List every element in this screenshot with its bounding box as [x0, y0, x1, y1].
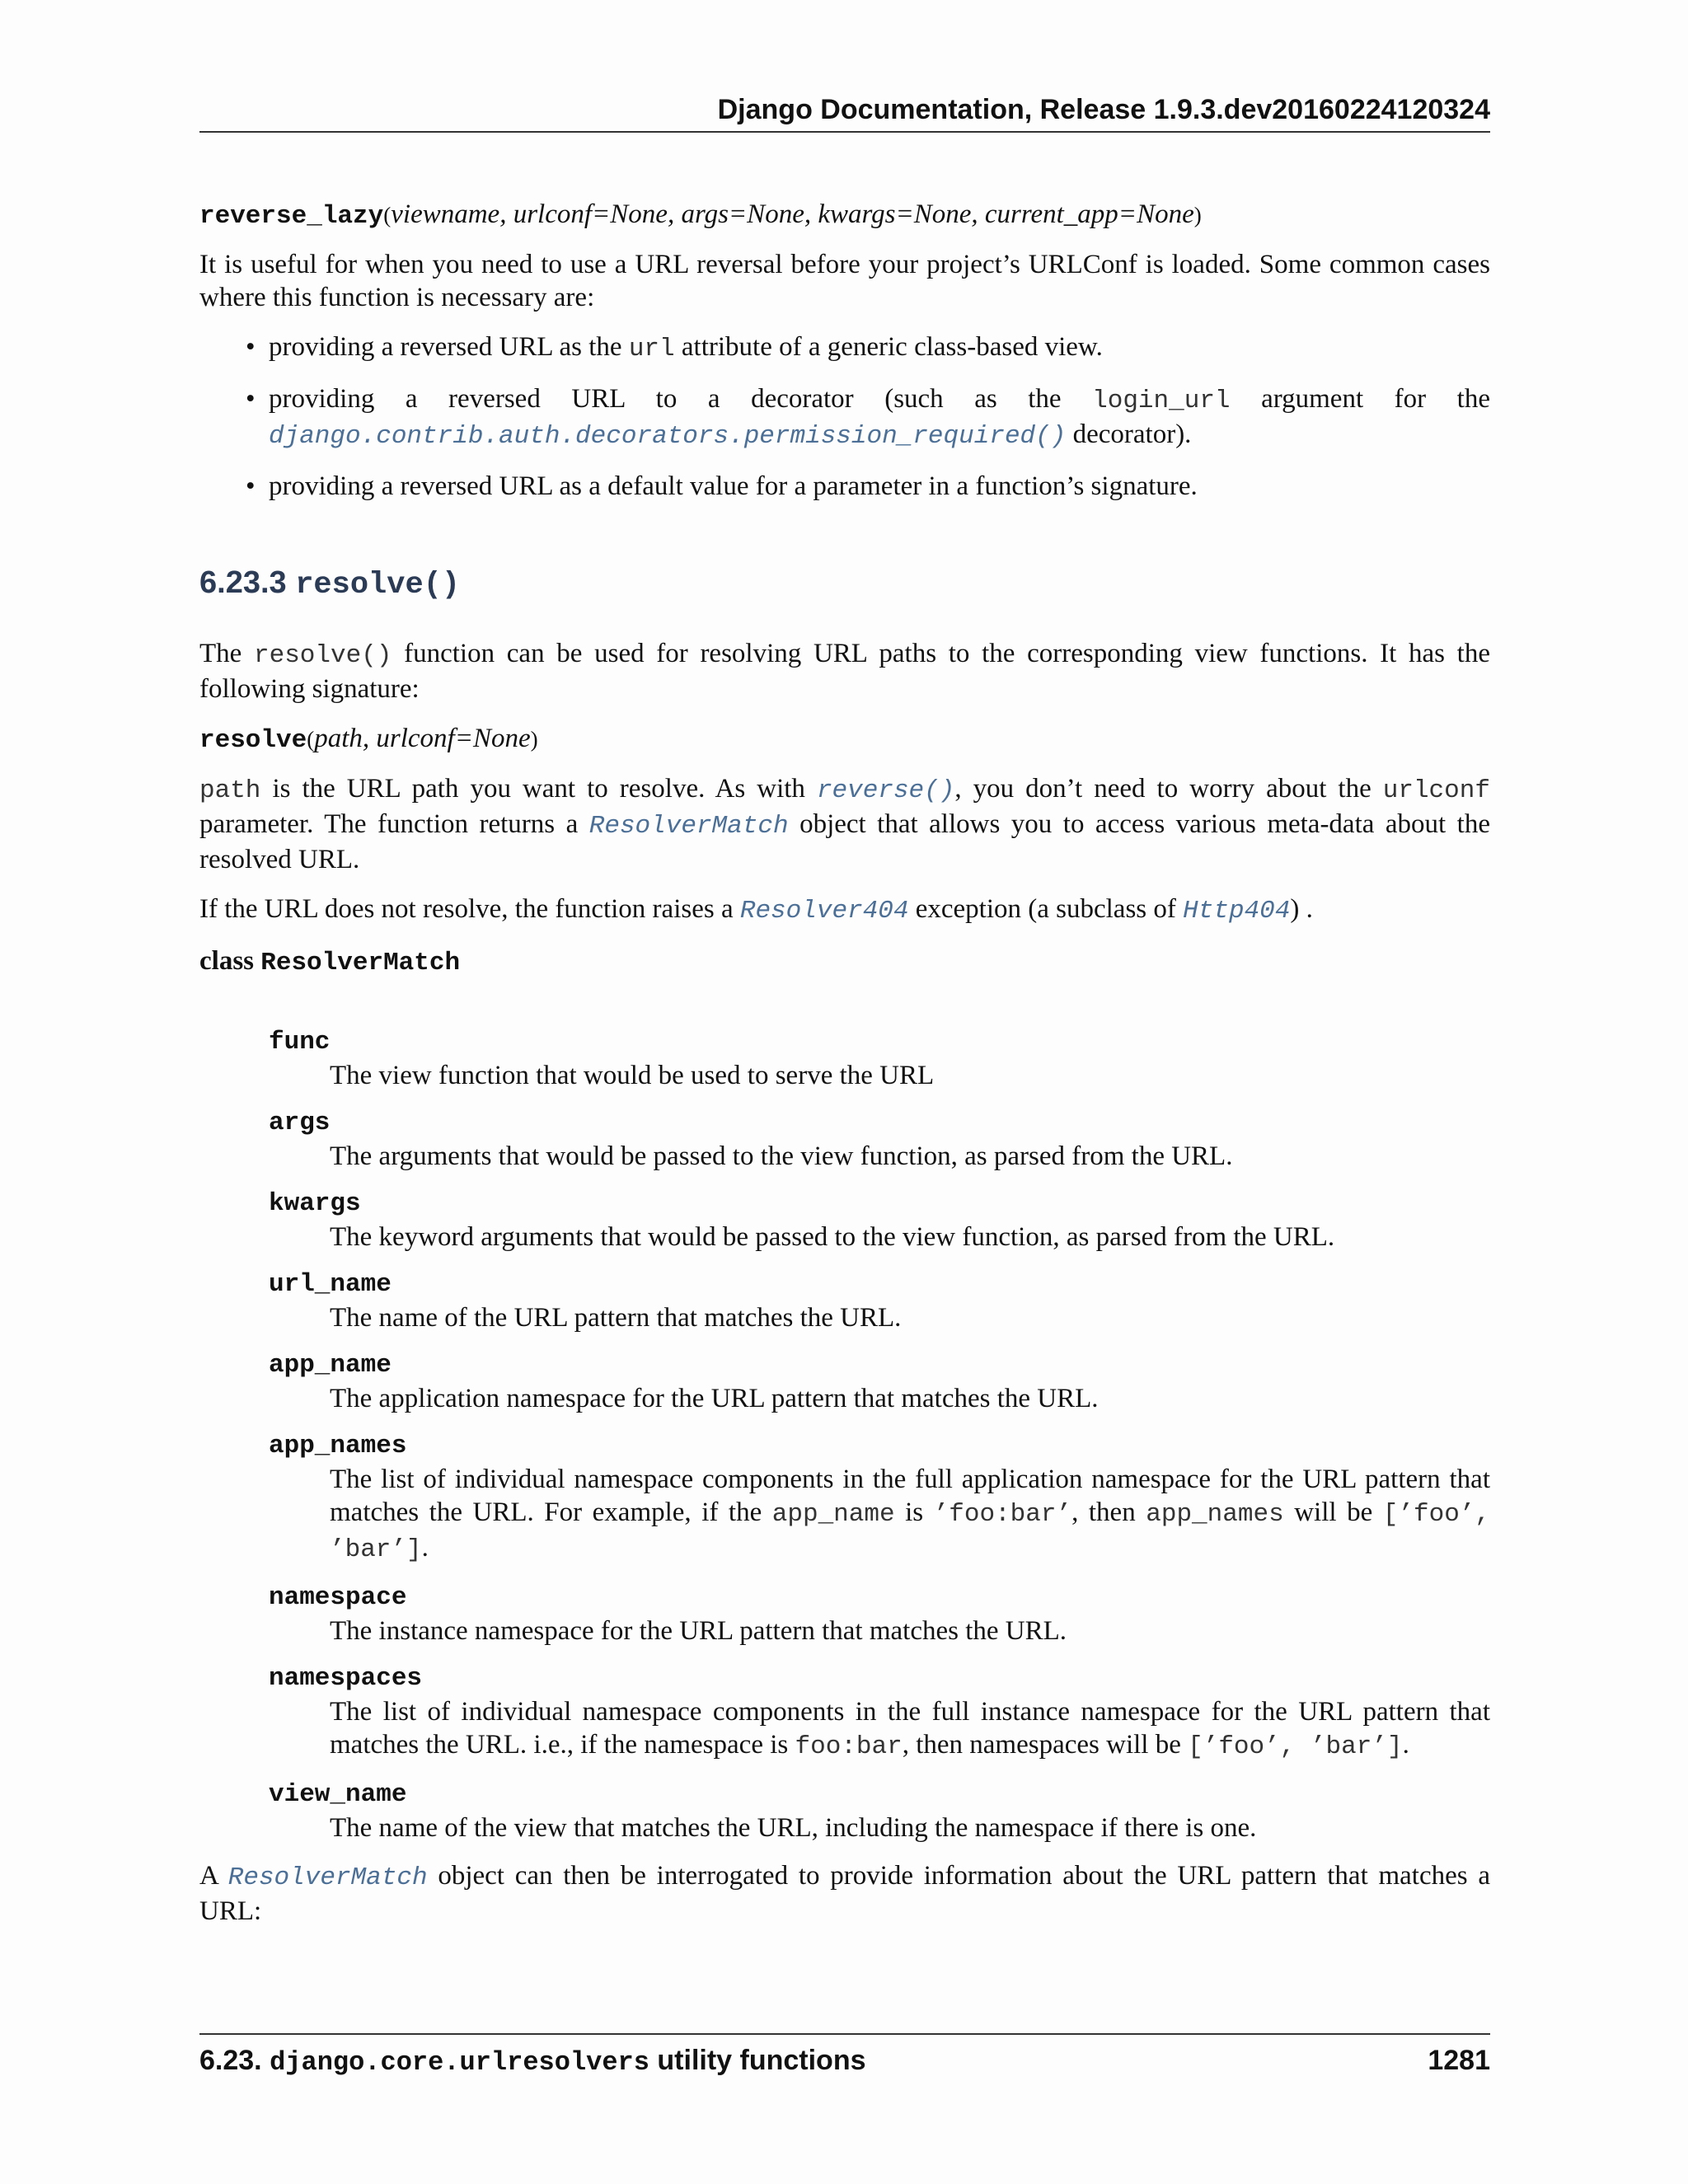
- attribute-list: [269, 1026, 1490, 1844]
- inline-code: path: [199, 776, 261, 805]
- attribute-name: view_name: [269, 1780, 407, 1809]
- section-title: resolve(): [295, 568, 461, 602]
- attribute-name: args: [269, 1108, 331, 1137]
- http404-link[interactable]: Http404: [1183, 897, 1291, 926]
- use-case-list: [199, 330, 1490, 503]
- inline-code: urlconf: [1382, 776, 1490, 805]
- attribute-description: The name of the URL pattern that matches the URL.: [330, 1303, 902, 1333]
- attribute-name: namespaces: [269, 1664, 423, 1693]
- list-item: • providing a reversed URL to a decorator (such as the login_url argument for the django.contrib.auth.decorators.permission_required() decorator).: [199, 382, 1490, 453]
- attribute-app-names: [269, 1430, 1490, 1567]
- reverse-lazy-intro: It is useful for when you need to use a URL reversal before your project’s URLConf is loaded. Some common cases where this function is necessary are:: [199, 250, 1490, 312]
- class-keyword: class: [199, 946, 254, 976]
- inline-code: foo:bar: [795, 1732, 903, 1761]
- attribute-description: The name of the view that matches the URL, including the namespace if there is one.: [330, 1813, 1257, 1843]
- inline-code: app_name: [771, 1500, 895, 1529]
- attribute-namespaces: [269, 1662, 1490, 1764]
- attribute-description: The instance namespace for the URL pattern that matches the URL.: [330, 1616, 1067, 1646]
- section-heading: [199, 564, 1490, 604]
- attribute-view-name: [269, 1779, 1490, 1844]
- running-header: [199, 92, 1490, 133]
- attribute-func: [269, 1026, 1490, 1092]
- footer-module: django.core.urlresolvers: [270, 2047, 649, 2078]
- resolver404-link[interactable]: Resolver404: [739, 897, 909, 926]
- resolve-signature: resolve(path, urlconf=None): [199, 724, 538, 755]
- attribute-name: namespace: [269, 1583, 407, 1612]
- inline-code: [’foo’, ’bar’]: [1188, 1732, 1403, 1761]
- class-name: ResolverMatch: [260, 949, 461, 977]
- list-item: • providing a reversed URL as a default value for a parameter in a function’s signature.: [199, 470, 1490, 503]
- function-params: viewname, urlconf=None, args=None, kwargs=None, current_app=None: [391, 199, 1194, 229]
- attribute-description: The arguments that would be passed to the view function, as parsed from the URL.: [330, 1141, 1233, 1171]
- attribute-url-name: [269, 1268, 1490, 1334]
- attribute-name: func: [269, 1028, 331, 1057]
- inline-code: resolve(): [254, 641, 392, 670]
- class-signature: [199, 944, 1490, 980]
- inline-code: [’foo’, ’bar’]: [330, 1500, 1491, 1564]
- attribute-name: kwargs: [269, 1189, 361, 1218]
- resolve-description: path is the URL path you want to resolve. As with reverse(), you don’t need to worry about the urlconf parameter. The function returns a ResolverMatch object that allows you to access various meta-data about the resolved URL.: [199, 774, 1490, 874]
- attribute-args: [269, 1107, 1490, 1173]
- attribute-name: app_name: [269, 1351, 392, 1380]
- resolvermatch-link[interactable]: ResolverMatch: [588, 812, 789, 841]
- permission-required-link[interactable]: django.contrib.auth.decorators.permission_required(): [269, 422, 1067, 451]
- list-item: • providing a reversed URL as the url attribute of a generic class-based view.: [199, 330, 1490, 366]
- header-title: Django Documentation, Release 1.9.3.dev20160224120324: [717, 94, 1490, 125]
- page-number: 1281: [1428, 2045, 1490, 2076]
- attribute-name: url_name: [269, 1270, 392, 1299]
- resolvermatch-link[interactable]: ResolverMatch: [227, 1863, 428, 1892]
- attribute-description: The list of individual namespace components in the full instance namespace for the URL pattern that matches the URL. i.e., if the namespace is foo:bar, then namespaces will be [’foo’, ’bar’].: [330, 1697, 1490, 1761]
- attribute-kwargs: [269, 1188, 1490, 1254]
- resolve-error-note: If the URL does not resolve, the function raises a Resolver404 exception (a subclass of Http404) .: [199, 894, 1313, 926]
- function-params: path, urlconf=None: [314, 724, 531, 753]
- attribute-description: The keyword arguments that would be passed to the view function, as parsed from the URL.: [330, 1222, 1335, 1252]
- reverse-lazy-signature: reverse_lazy(viewname, urlconf=None, args=None, kwargs=None, current_app=None): [199, 199, 1202, 231]
- resolve-intro: The resolve() function can be used for resolving URL paths to the corresponding view functions. It has the following signature:: [199, 639, 1490, 704]
- attribute-app-name: [269, 1349, 1490, 1415]
- attribute-namespace: [269, 1582, 1490, 1647]
- inline-code: ’foo:bar’: [933, 1500, 1072, 1529]
- function-name: reverse_lazy: [199, 202, 384, 231]
- closing-paragraph: A ResolverMatch object can then be interrogated to provide information about the URL pattern that matches a URL:: [199, 1861, 1490, 1926]
- inline-code: app_names: [1146, 1500, 1284, 1529]
- attribute-description: The list of individual namespace components in the full application namespace for the URL pattern that matches the URL. For example, if the app_name is ’foo:bar’, then app_names will be [’foo’, ’bar’].: [330, 1465, 1491, 1564]
- footer-section: 6.23. django.core.urlresolvers utility functions: [199, 2045, 866, 2078]
- attribute-description: The view function that would be used to serve the URL: [330, 1061, 935, 1090]
- section-number: 6.23.3: [199, 565, 287, 600]
- inline-code: url: [628, 335, 675, 363]
- attribute-name: app_names: [269, 1432, 407, 1460]
- page-body: [199, 198, 1490, 1944]
- reverse-link[interactable]: reverse(): [816, 776, 955, 805]
- inline-code: login_url: [1092, 387, 1231, 415]
- running-footer: [199, 2033, 1490, 2080]
- attribute-description: The application namespace for the URL pattern that matches the URL.: [330, 1384, 1099, 1413]
- function-name: resolve: [199, 726, 307, 755]
